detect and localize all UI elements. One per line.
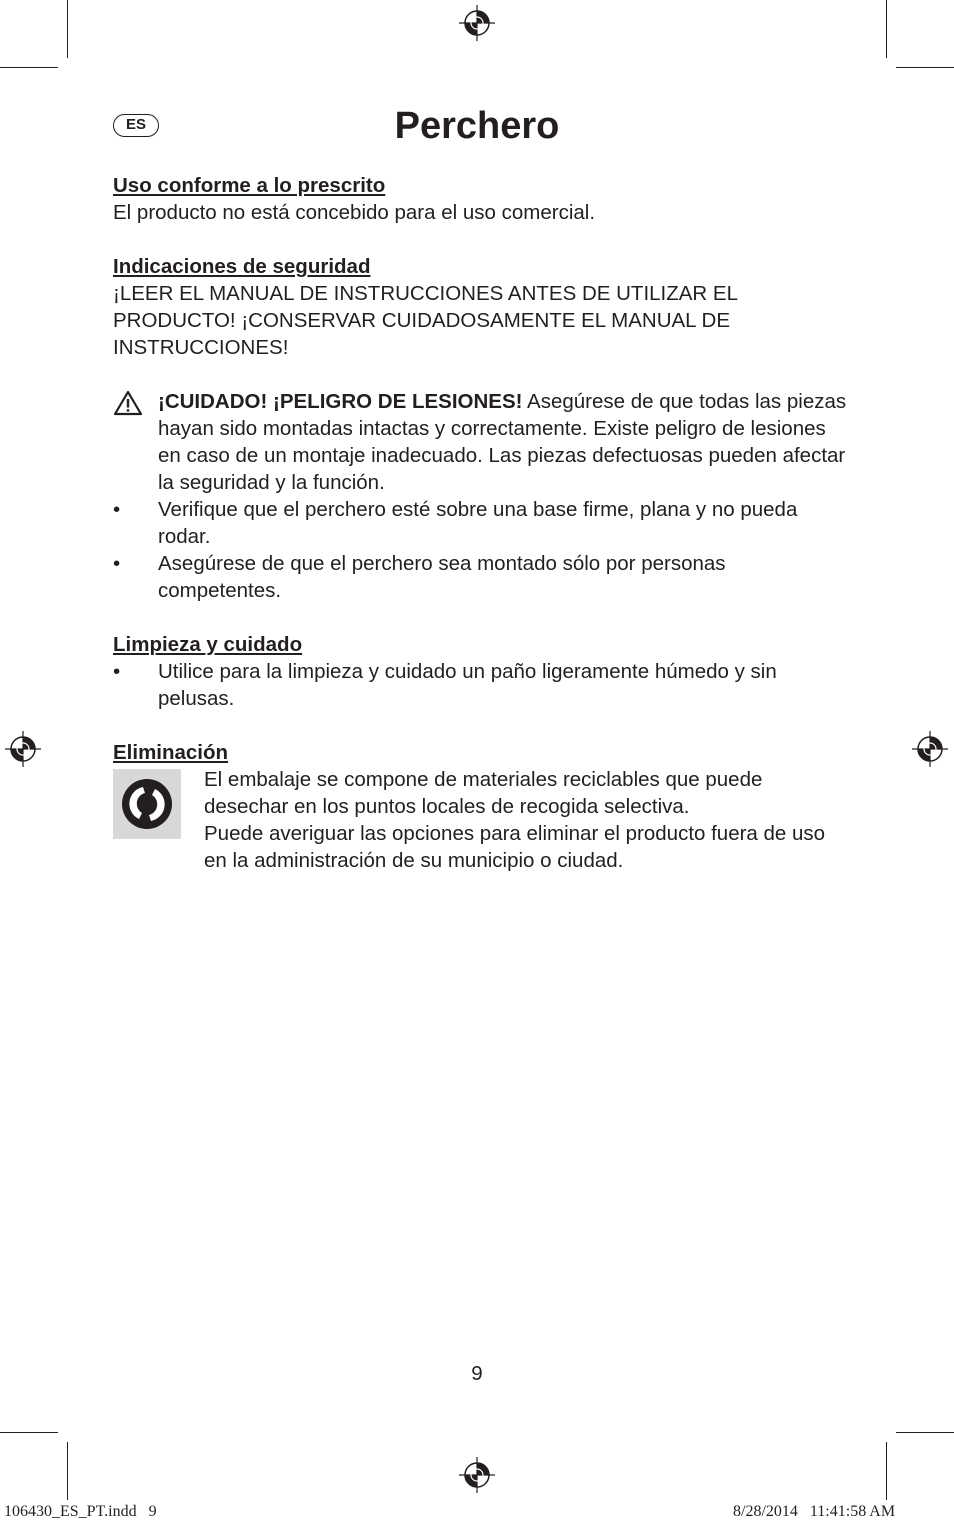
safety-warning-text: Asegúrese de que todas las piezas hayan sido montadas intactas y correctamente. Existe peligro de lesiones en caso de un montaje inadecuado. Las piezas defectuosas pueden afectar la seguridad y la función. — [158, 390, 847, 494]
print-slug-timestamp: 8/28/2014 11:41:58 AM — [733, 1503, 896, 1520]
disposal-text-product: Puede averiguar las opciones para eliminar el producto fuera de uso en la administración de su municipio o ciudad. — [204, 822, 826, 872]
crop-mark-bottom-left-vertical — [67, 1442, 68, 1500]
recycle-symbol — [113, 769, 181, 839]
crop-mark-top-left-horizontal — [0, 67, 58, 68]
safety-warning-title: ¡CUIDADO! ¡PELIGRO DE LESIONES! — [158, 390, 523, 413]
section-heading-safety: Indicaciones de seguridad — [113, 255, 371, 278]
disposal-text-packaging: El embalaje se compone de materiales reciclables que puede desechar en los puntos locales de recogida selectiva. — [204, 768, 763, 818]
safety-intro-text: ¡LEER EL MANUAL DE INSTRUCCIONES ANTES DE UTILIZAR EL PRODUCTO! ¡CONSERVAR CUIDADOSAMENTE EL MANUAL DE INSTRUCCIONES! — [113, 282, 738, 359]
crop-mark-bottom-left-horizontal — [0, 1432, 58, 1433]
print-slug-file: 106430_ES_PT.indd 9 — [4, 1503, 157, 1520]
section-heading-disposal: Eliminación — [113, 741, 229, 764]
safety-bullet-2: Asegúrese de que el perchero sea montado sólo por personas competentes. — [158, 552, 726, 602]
safety-bullet-1: Verifique que el perchero esté sobre una base firme, plana y no pueda rodar. — [158, 498, 798, 548]
registration-mark-icon — [459, 1457, 495, 1493]
crop-mark-top-right-vertical — [886, 0, 887, 58]
bullet-marker: • — [113, 660, 121, 683]
green-dot-recycle-icon — [113, 769, 181, 839]
bullet-marker: • — [113, 498, 121, 521]
language-badge: ES — [113, 114, 159, 137]
crop-mark-bottom-right-vertical — [886, 1442, 887, 1500]
section-heading-intended-use: Uso conforme a lo prescrito — [113, 174, 386, 197]
crop-mark-bottom-right-horizontal — [896, 1432, 954, 1433]
page-number: 9 — [471, 1362, 483, 1385]
crop-mark-top-left-vertical — [67, 0, 68, 58]
registration-mark-icon — [912, 731, 948, 767]
safety-warning — [158, 388, 848, 496]
cleaning-bullet-1: Utilice para la limpieza y cuidado un paño ligeramente húmedo y sin pelusas. — [158, 660, 777, 710]
page-title: Perchero — [394, 105, 560, 147]
section-heading-cleaning: Limpieza y cuidado — [113, 633, 303, 656]
registration-mark-icon — [459, 5, 495, 41]
registration-mark-icon — [5, 731, 41, 767]
bullet-marker: • — [113, 552, 121, 575]
crop-mark-top-right-horizontal — [896, 67, 954, 68]
intended-use-text: El producto no está concebido para el uso comercial. — [113, 201, 596, 224]
warning-triangle-icon — [113, 390, 143, 416]
